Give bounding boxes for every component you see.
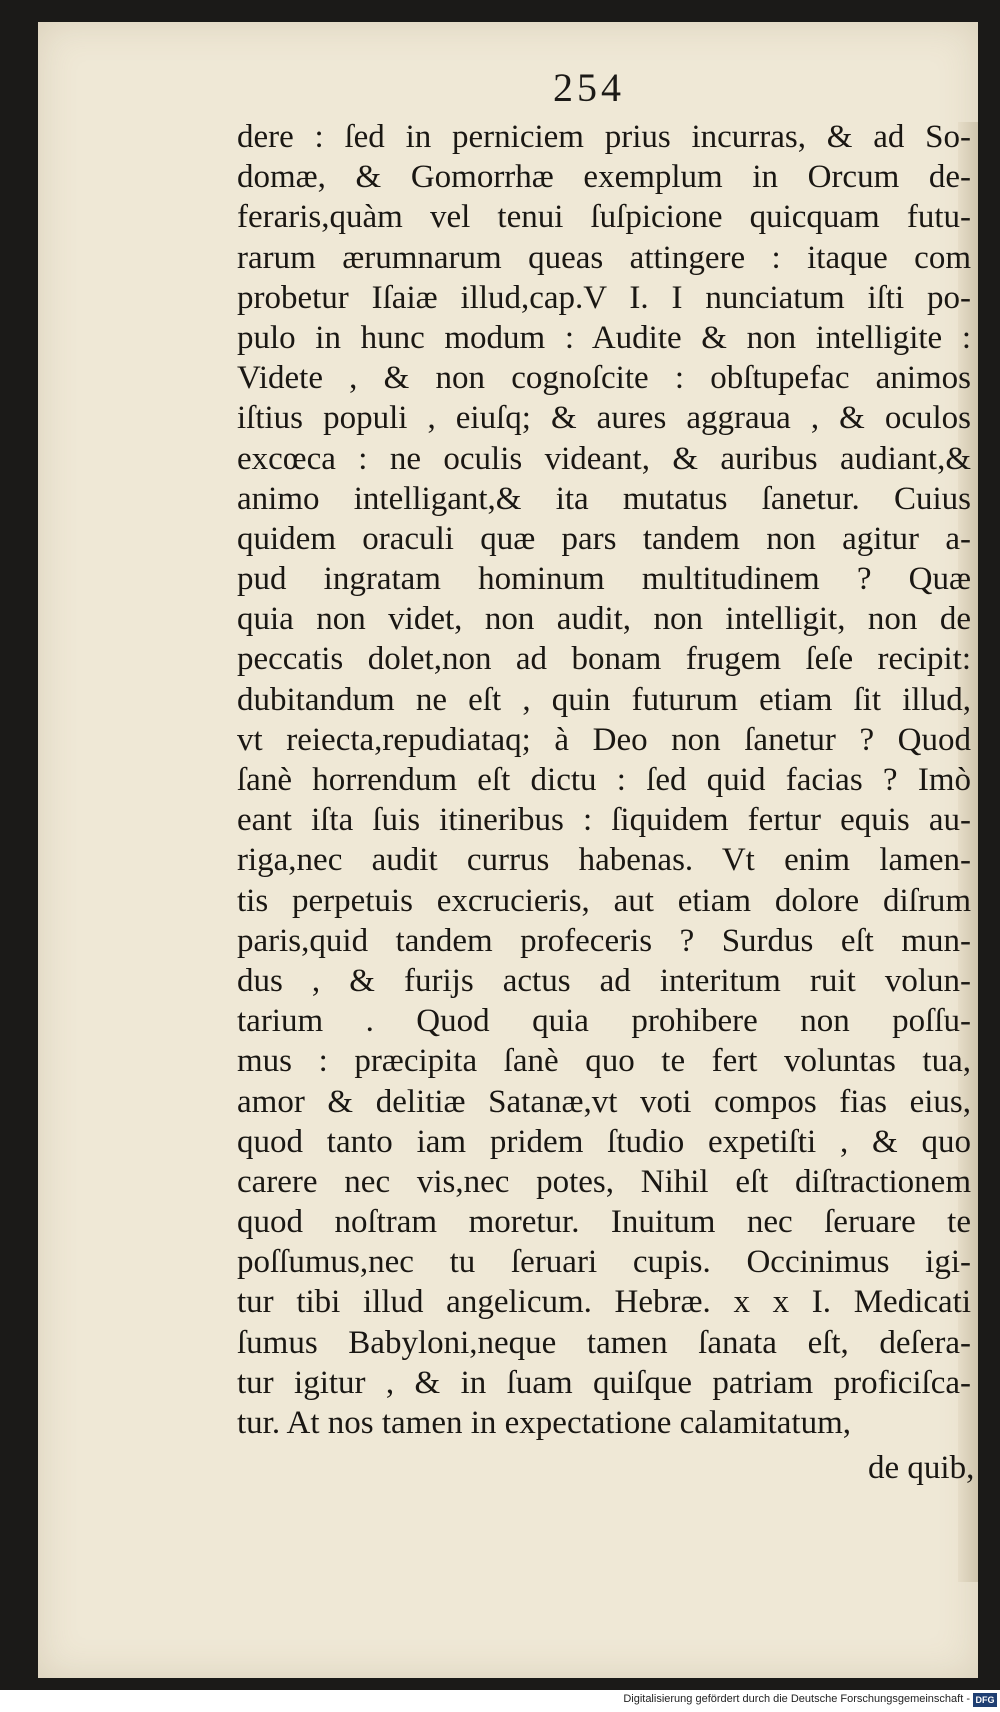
text-line: iſtius populi , eiuſq; & aures aggraua , & oculos xyxy=(237,400,971,437)
page-number: 254 xyxy=(553,65,625,110)
text-line: pud ingratam hominum multitudinem ? Quæ xyxy=(237,561,971,598)
text-line: quidem oraculi quæ pars tandem non agitur a- xyxy=(237,520,971,557)
text-line: probetur Iſaiæ illud,cap.V I. I nunciatum iſti po- xyxy=(237,279,971,316)
text-line: ſanè horrendum eſt dictu : ſed quid facias ? Imò xyxy=(237,762,971,798)
text-line: mus : præcipita ſanè quo te fert voluntas tua, xyxy=(237,1043,971,1080)
book-page xyxy=(38,22,978,1678)
text-line: vt reiecta,repudiataq; à Deo non ſanetur ? Quod xyxy=(237,721,971,758)
text-line: tur. At nos tamen in expectatione calamitatum, xyxy=(237,1405,851,1441)
text-line: dubitandum ne eſt , quin futurum etiam ſit illud, xyxy=(237,681,971,718)
text-line: domæ, & Gomorrhæ exemplum in Orcum de- xyxy=(237,159,971,196)
text-line: tur tibi illud angelicum. Hebræ. x x I. Medicati xyxy=(237,1284,971,1321)
text-line: carere nec vis,nec potes, Nihil eſt diſtractionem xyxy=(237,1163,971,1200)
text-line: dus , & furijs actus ad interitum ruit volun- xyxy=(237,962,971,999)
text-line: pulo in hunc modum : Audite & non intelligite : xyxy=(237,319,971,356)
text-line: excœca : ne oculis videant, & auribus audiant,& xyxy=(237,440,971,477)
funding-credit: Digitalisierung gefördert durch die Deutsche Forschungsgemeinschaft - xyxy=(623,1693,970,1705)
text-line: eant iſta ſuis itineribus : ſiquidem fertur equis au- xyxy=(237,802,971,839)
text-line: quia non videt, non audit, non intelligit, non de xyxy=(237,601,971,638)
text-line: dere : ſed in perniciem prius incurras, & ad So- xyxy=(237,119,971,155)
text-line: quod tanto iam pridem ſtudio expetiſti , & quo xyxy=(237,1123,971,1160)
text-line: poſſumus,nec tu ſeruari cupis. Occinimus igi- xyxy=(237,1244,971,1281)
catchword: de quib, xyxy=(868,1450,975,1486)
text-line: paris,quid tandem profeceris ? Surdus eſt mun- xyxy=(237,922,971,959)
text-line: feraris,quàm vel tenui ſuſpicione quicquam futu- xyxy=(237,199,971,236)
text-line: peccatis dolet,non ad bonam frugem ſeſe recipit: xyxy=(237,641,971,678)
dfg-logo: DFG xyxy=(973,1693,997,1707)
body-text xyxy=(237,117,971,1443)
text-line: tur igitur , & in ſuam quiſque patriam proficiſca- xyxy=(237,1364,971,1401)
text-line: Videte , & non cognoſcite : obſtupefac animos xyxy=(237,360,971,397)
text-line: ſumus Babyloni,neque tamen ſanata eſt, deſera- xyxy=(237,1324,971,1361)
text-line: amor & delitiæ Satanæ,vt voti compos fias eius, xyxy=(237,1083,971,1120)
text-line: riga,nec audit currus habenas. Vt enim lamen- xyxy=(237,842,971,879)
text-line: tarium . Quod quia prohibere non poſſu- xyxy=(237,1003,971,1040)
text-line: tis perpetuis excrucieris, aut etiam dolore diſrum xyxy=(237,882,971,919)
text-line: rarum ærumnarum queas attingere : itaque com xyxy=(237,239,971,276)
footer-bar xyxy=(0,1690,1000,1712)
text-line: animo intelligant,& ita mutatus ſanetur. Cuius xyxy=(237,480,971,517)
text-line: quod noſtram moretur. Inuitum nec ſeruare te xyxy=(237,1204,971,1241)
